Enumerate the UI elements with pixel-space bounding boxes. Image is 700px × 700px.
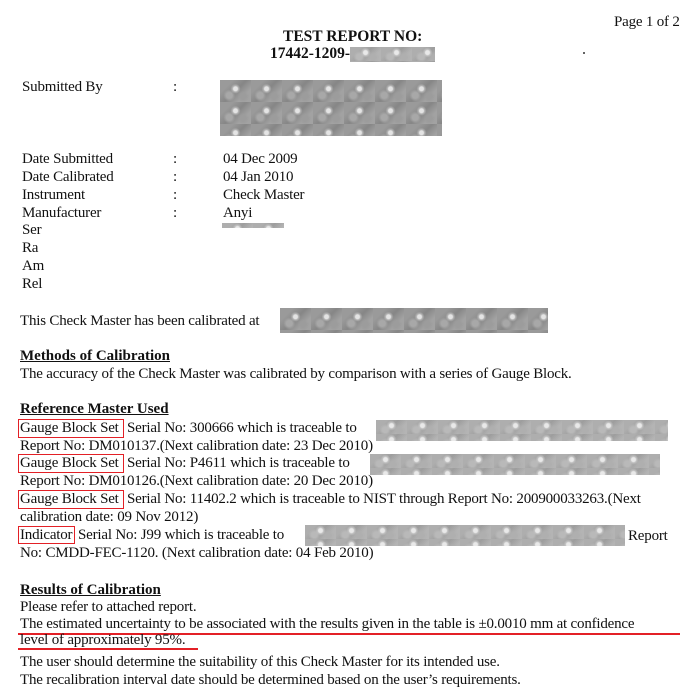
field-label-date-submitted: Date Submitted	[22, 151, 113, 167]
field-separator: :	[173, 151, 177, 167]
field-value-manufacturer: Anyi	[223, 205, 253, 221]
redacted-traceability	[370, 454, 660, 475]
redacted-lab-name	[280, 308, 548, 333]
field-label-manufacturer: Manufacturer	[22, 205, 102, 221]
redacted-traceability	[305, 525, 625, 546]
reference-item-name: Gauge Block Set	[20, 491, 119, 507]
page-indicator: Page 1 of 2	[614, 14, 680, 30]
reference-item-name: Gauge Block Set	[20, 455, 119, 471]
field-value-date-calibrated: 04 Jan 2010	[223, 169, 294, 185]
reference-item-report: calibration date: 09 Nov 2012)	[20, 509, 199, 525]
field-label-instrument: Instrument	[22, 187, 85, 203]
field-value-instrument: Check Master	[223, 187, 305, 203]
results-uncertainty-line: The estimated uncertainty to be associated with the results given in the table is ±0.0010 mm at confidence	[20, 616, 635, 632]
reference-item-serial: Serial No: 11402.2 which is traceable to NIST through Report No: 200900033263.(Next	[127, 491, 641, 507]
methods-heading: Methods of Calibration	[20, 348, 170, 364]
reference-item-serial: Serial No: P4611 which is traceable to	[127, 455, 350, 471]
calibrated-at-text: This Check Master has been calibrated at	[20, 313, 260, 329]
field-separator: :	[173, 205, 177, 221]
report-number: 17442-1209-	[270, 45, 351, 62]
field-separator: :	[173, 187, 177, 203]
scan-speck	[583, 52, 585, 54]
reference-item-serial: Serial No: J99 which is traceable to	[78, 527, 285, 543]
reference-item-report: No: CMDD-FEC-1120. (Next calibration date: 04 Feb 2010)	[20, 545, 374, 561]
field-value-date-submitted: 04 Dec 2009	[223, 151, 298, 167]
field-separator: :	[173, 79, 177, 95]
truncated-label-serial: Ser	[22, 222, 42, 238]
results-heading: Results of Calibration	[20, 582, 161, 598]
field-label-submitted-by: Submitted By	[22, 79, 103, 95]
truncated-label-rel: Rel	[22, 276, 43, 292]
methods-text: The accuracy of the Check Master was calibrated by comparison with a series of Gauge Block.	[20, 366, 572, 382]
report-title: TEST REPORT NO:	[283, 28, 423, 45]
results-line: The recalibration interval date should be determined based on the user’s requirements.	[20, 672, 521, 688]
reference-item-report: Report No: DM010137.(Next calibration date: 23 Dec 2010)	[20, 438, 373, 454]
results-confidence-line: level of approximately 95%.	[20, 632, 186, 648]
redacted-field-strip	[222, 223, 284, 228]
reference-item-name: Gauge Block Set	[20, 420, 119, 436]
results-line: Please refer to attached report.	[20, 599, 197, 615]
results-line: The user should determine the suitability of this Check Master for its intended use.	[20, 654, 500, 670]
reference-item-name: Indicator	[20, 527, 73, 543]
redacted-submitter	[220, 80, 442, 136]
reference-item-tail: Report	[628, 528, 668, 544]
truncated-label-ambient: Am	[22, 258, 45, 274]
redacted-traceability	[376, 420, 668, 441]
reference-item-serial: Serial No: 300666 which is traceable to	[127, 420, 357, 436]
reference-item-report: Report No: DM010126.(Next calibration date: 20 Dec 2010)	[20, 473, 373, 489]
field-separator: :	[173, 169, 177, 185]
highlight-underline	[18, 648, 198, 650]
field-label-date-calibrated: Date Calibrated	[22, 169, 114, 185]
reference-heading: Reference Master Used	[20, 401, 169, 417]
redacted-report-suffix	[350, 47, 435, 62]
truncated-label-range: Ra	[22, 240, 39, 256]
